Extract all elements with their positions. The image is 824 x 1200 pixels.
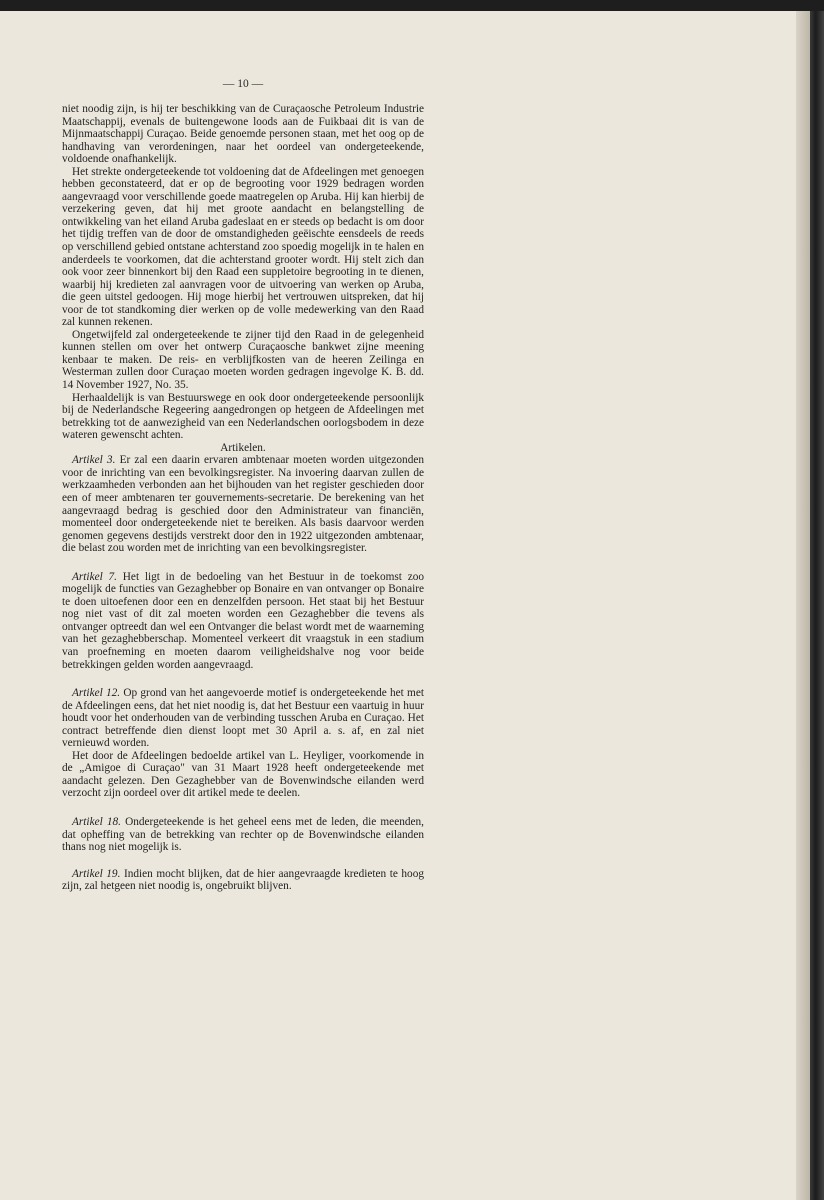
article-text: Het ligt in de bedoeling van het Bestuur in de toekomst zoo mogelijk de functies van Gezaghebber op Bonaire en van ontvanger op Bonaire te doen uitoefenen door een en denzelfden persoon. Het staat bij het Bestuur nog niet vast of dit zal moeten worden een Gezaghebber die tevens als ontvanger optreedt dan wel een Ontvanger die belast wordt met de waarneming van het gezaghebberschap. Momenteel verkeert dit vraagstuk in een stadium van proefneming en moeten daarom veiligheidshalve nog voor beide betrekkingen gelden worden aangevraagd. (62, 570, 425, 671)
paragraph-4: Herhaaldelijk is van Bestuurswege en ook door ondergeteekende persoonlijk bij de Nederlandsche Regeering aangedrongen op hetgeen de Afdeelingen met betrekking tot de aanwezigheid van een Nederlandschen oorlogsbodem in deze wateren gewenscht achten. (62, 391, 424, 442)
paragraph-1: niet noodig zijn, is hij ter beschikking van de Curaçaosche Petroleum Industrie Maatschappij, evenals de buitengewone loods aan de Fuikbaai dit is van de Mijnmaatschappij Curaçao. Beide genoemde personen staan, met het oog op de handhaving van verordeningen, naar het oordeel van ondergeteekende, voldoende onafhankelijk. (62, 103, 424, 166)
article-7 (62, 571, 424, 671)
scan-border (0, 0, 824, 11)
article-3 (62, 454, 424, 554)
article-19 (62, 868, 424, 893)
article-text: Op grond van het aangevoerde motief is ondergeteekende het met de Afdeelingen eens, dat het niet noodig is, dat het Bestuur een vaartuig in huur houdt voor het onderhouden van de verbinding tusschen Aruba en Curaçao. Het contract betreffende dien dienst loopt met 30 April a. s. af, en zal niet vernieuwd worden. (62, 687, 424, 750)
article-12-continuation: Het door de Afdeelingen bedoelde artikel van L. Heyliger, voorkomende in de „Amigoe di Curaçao" van 31 Maart 1928 heeft ondergeteekende met aandacht gelezen. Den Gezaghebber van de Bovenwindsche eilanden werd verzocht zijn oordeel over dit artikel mede te deelen. (62, 749, 424, 800)
article-text: Er zal een daarin ervaren ambtenaar moeten worden uitgezonden voor de inrichting van een bevolkingsregister. Na invoering daarvan zullen de werkzaamheden verbonden aan het bijhouden van het register geschieden door een of meer ambtenaren ter gouvernements-secretarie. De berekening van het aangevraagd bedrag is geschied door den Administrateur van financiën, momenteel door ondergeteekende niet te bereiken. Als basis daarvoor werden genomen gegevens destijds verstrekt door den in 1922 uitgezonden ambtenaar, die belast zou worden met de inrichting van een bevolkingsregister. (62, 454, 425, 555)
paragraph-3: Ongetwijfeld zal ondergeteekende te zijner tijd den Raad in de gelegenheid kunnen stellen om over het ontwerp Curaçaosche bankwet zijne meening kenbaar te maken. De reis- en verblijfkosten van de heeren Zeilinga en Westerman zullen door Curaçao moeten worden gedragen ingevolge K. B. dd. 14 November 1927, No. 35. (62, 328, 424, 392)
body-text (62, 103, 424, 893)
book-gutter (810, 11, 824, 1200)
article-label: Artikel 19. (72, 867, 121, 880)
page-edge-shadow (796, 11, 810, 1200)
article-18 (62, 816, 424, 854)
article-text: Indien mocht blijken, dat de hier aangevraagde kredieten te hoog zijn, zal hetgeen niet noodig is, ongebruikt blijven. (62, 867, 424, 893)
article-label: Artikel 7. (72, 570, 117, 583)
article-label: Artikel 12. (72, 687, 121, 700)
page-number: — 10 — (222, 78, 264, 90)
paragraph-2: Het strekte ondergeteekende tot voldoening dat de Afdeelingen met genoegen hebben geconstateerd, dat er op de begrooting voor 1929 bedragen worden aangevraagd voor verschillende goede maatregelen op Aruba. Hij kan hierbij de verzekering geven, dat hij met groote aandacht en belangstelling de ontwikkeling van het eiland Aruba gadeslaat en er steeds op bedacht is om door het tijdig treffen van de door de omstandigheden geëischte eensdeels de reeds op verschillend gebied ontstane achterstand zoo spoedig mogelijk in te halen en anderdeels te voorkomen, dat die achterstand grooter wordt. Hij stelt zich dan ook voor zeer binnenkort bij den Raad een suppletoire begrooting in te dienen, waarbij hij kredieten zal aanvragen voor de uitvoering van werken op Aruba, die geen uitstel gedoogen. Hij moge hierbij het vertrouwen uitspreken, dat hij voor de tot standkoming dier werken op de volle medewerking van den Raad zal kunnen rekenen. (62, 165, 424, 329)
section-title: Artikelen. (220, 441, 266, 454)
article-text: Ondergeteekende is het geheel eens met de leden, die meenden, dat opheffing van de betrekking van rechter op de Bovenwindsche eilanden thans nog niet mogelijk is. (62, 815, 424, 854)
article-label: Artikel 18. (72, 815, 121, 828)
article-12 (62, 687, 424, 750)
article-label: Artikel 3. (72, 454, 116, 467)
